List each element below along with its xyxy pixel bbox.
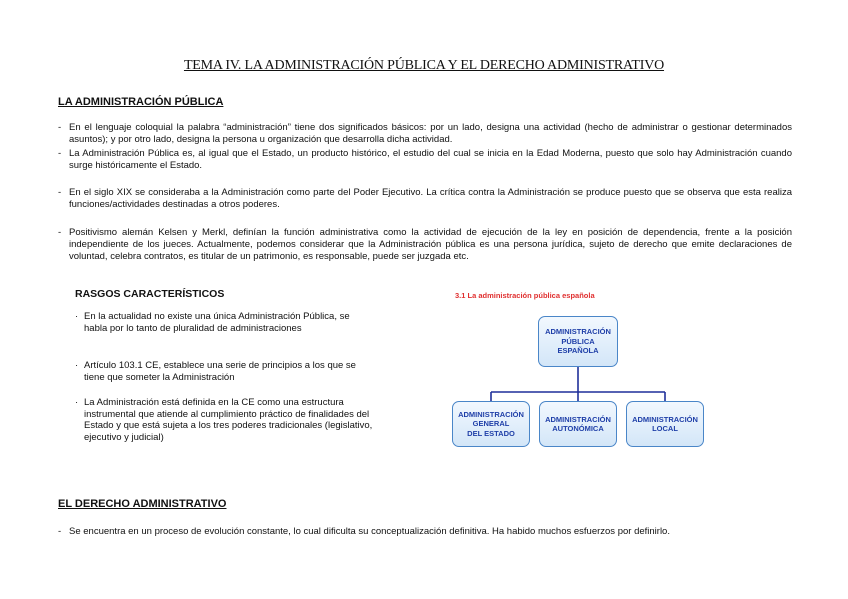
node-line: ADMINISTRACIÓN [545, 327, 611, 337]
node-line: ADMINISTRACIÓN [458, 409, 524, 419]
list-item-text: En el siglo XIX se consideraba a la Administración como parte del Poder Ejecutivo. La crítica contra la Administración se produce puesto que se observa que esta realiza funciones/actividades destinadas a otros poderes. [69, 187, 792, 210]
node-line: AUTONÓMICA [552, 424, 604, 433]
document-title: TEMA IV. LA ADMINISTRACIÓN PÚBLICA Y EL DERECHO ADMINISTRATIVO [183, 58, 665, 73]
section-heading-administracion: LA ADMINISTRACIÓN PÚBLICA [58, 96, 224, 108]
list-item-text: Positivismo alemán Kelsen y Merkl, definían la función administrativa como la actividad de ejecución de la ley en posición de dependencia, frente a la posición independiente de los jueces. Actualmente, podemos considerar que la Administración pública es una persona jurídica, sujeto de derecho que emite declaraciones de voluntad, celebra contratos, es titular de un patrimonio, es responsable, puede ser juzgada etc. [69, 227, 792, 262]
diagram-node-local [626, 401, 704, 447]
list-item-text: En el lenguaje coloquial la palabra “administración” tiene dos significados básicos: por un lado, designa una actividad (hecho de administrar o gestionar determinados asuntos); y por otro lado, designa la persona u organización que desarrolla dicha actividad. [69, 122, 792, 145]
list-item: - La Administración Pública es, al igual que el Estado, un producto histórico, el estudio del cual se inicia en la Edad Moderna, puesto que solo hay Administración cuando surge históricamente el Estado. [58, 148, 792, 171]
section-heading-derecho: EL DERECHO ADMINISTRATIVO [58, 498, 227, 510]
node-line: LOCAL [652, 424, 678, 433]
list-item: · La Administración está definida en la CE como una estructura instrumental que atiende al cumplimiento práctico de finalidades del Estado y que está sujeta a los tres poderes tradicionales (legislativo, ejecutivo y judicial) [75, 397, 375, 443]
list-item: - En el lenguaje coloquial la palabra “administración” tiene dos significados básicos: por un lado, designa una actividad (hecho de administrar o gestionar determinados asuntos); y por otro lado, designa la persona u organización que desarrolla dicha actividad. [58, 122, 792, 145]
diagram-title: 3.1 La administración pública española [455, 291, 595, 300]
subsection-heading-rasgos: RASGOS CARACTERÍSTICOS [75, 288, 225, 300]
diagram-node-autonomica [539, 401, 617, 447]
list-item-text: En la actualidad no existe una única Administración Pública, se habla por lo tanto de pluralidad de administraciones [84, 311, 350, 334]
node-line: ESPAÑOLA [557, 346, 599, 356]
node-line: ADMINISTRACIÓN [545, 414, 611, 424]
list-item: - Se encuentra en un proceso de evolución constante, lo cual dificulta su conceptualización definitiva. Ha habido muchos esfuerzos por definirlo. [58, 526, 792, 538]
node-line: GENERAL [472, 419, 510, 429]
list-item: - Positivismo alemán Kelsen y Merkl, definían la función administrativa como la actividad de ejecución de la ley en posición de dependencia, frente a la posición independiente de los jueces. Actualmente, podemos considerar que la Administración pública es una persona jurídica, sujeto de derecho que emite declaraciones de voluntad, celebra contratos, es titular de un patrimonio, es responsable, puede ser juzgada etc. [58, 227, 792, 262]
diagram-node-root [538, 316, 618, 367]
list-item: · Artículo 103.1 CE, establece una serie de principios a los que se tiene que someter la Administración [75, 360, 375, 383]
list-item: · En la actualidad no existe una única Administración Pública, se habla por lo tanto de pluralidad de administraciones [75, 311, 375, 334]
node-line: ADMINISTRACIÓN [632, 414, 698, 424]
diagram-node-general [452, 401, 530, 447]
node-line: DEL ESTADO [467, 428, 515, 438]
list-item-text: Artículo 103.1 CE, establece una serie de principios a los que se tiene que someter la Administración [84, 360, 356, 383]
node-line: PÚBLICA [561, 336, 595, 346]
list-item: - En el siglo XIX se consideraba a la Administración como parte del Poder Ejecutivo. La crítica contra la Administración se produce puesto que se observa que esta realiza funciones/actividades destinadas a otros poderes. [58, 187, 792, 210]
list-item-text: La Administración está definida en la CE como una estructura instrumental que atiende al cumplimiento práctico de finalidades del Estado y que está sujeta a los tres poderes tradicionales (legislativo, ejecutivo y judicial) [84, 397, 373, 443]
list-item-text: La Administración Pública es, al igual que el Estado, un producto histórico, el estudio del cual se inicia en la Edad Moderna, puesto que solo hay Administración cuando surge históricamente el Estado. [69, 148, 792, 171]
list-item-text: Se encuentra en un proceso de evolución constante, lo cual dificulta su conceptualización definitiva. Ha habido muchos esfuerzos por definirlo. [69, 526, 670, 537]
